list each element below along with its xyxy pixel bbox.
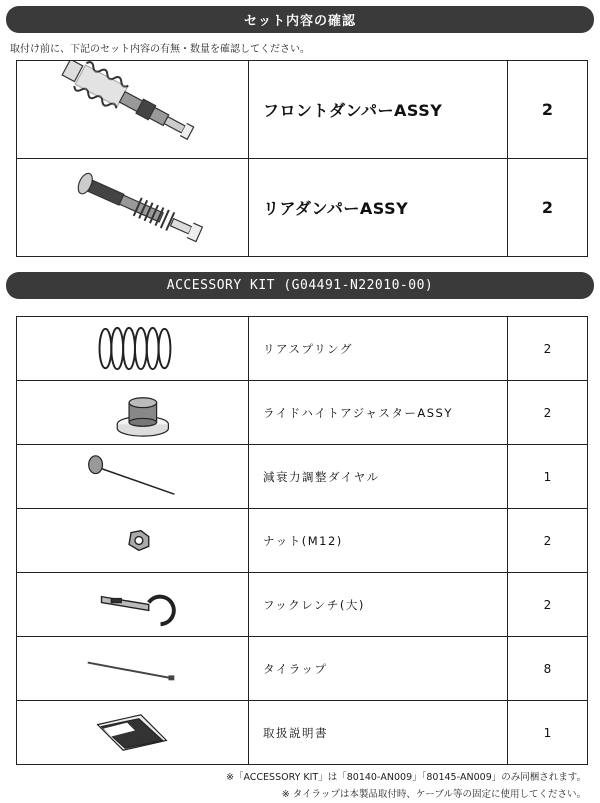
cable-tie-cell [17,637,249,701]
item-qty: 2 [508,317,588,381]
item-name: フロントダンパーASSY [249,61,508,159]
table-row [17,573,588,637]
hook-wrench-icon [17,573,248,636]
rear-spring-cell [17,317,249,381]
item-name: フックレンチ(大) [249,573,508,637]
set-contents-table [16,60,588,257]
item-name: リアダンパーASSY [249,159,508,257]
item-name: タイラップ [249,637,508,701]
ride-height-adjuster-cell [17,381,249,445]
nut-icon [17,509,248,572]
item-qty: 1 [508,445,588,509]
rear-damper-assy-icon [17,159,248,256]
item-name: 取扱説明書 [249,701,508,765]
accessory-kit-banner [6,272,594,299]
item-qty: 2 [508,509,588,573]
damping-dial-icon [17,445,248,508]
hook-wrench-cell [17,573,249,637]
set-contents-banner [6,6,594,33]
note-cable-tie: ※ タイラップは本製品取付時、ケーブル等の固定に使用してください。 [281,789,586,800]
item-qty: 2 [508,573,588,637]
item-name: 減衰力調整ダイヤル [249,445,508,509]
item-qty: 2 [508,159,588,257]
item-name: ナット(M12) [249,509,508,573]
item-qty: 2 [508,381,588,445]
cable-tie-icon [17,637,248,700]
rear-damper-cell [17,159,249,257]
front-damper-assy-icon [17,61,248,158]
damping-dial-cell [17,445,249,509]
nut-cell [17,509,249,573]
item-qty: 1 [508,701,588,765]
table-row [17,61,588,159]
item-qty: 8 [508,637,588,701]
table-row [17,637,588,701]
intro-text: 取付け前に、下記のセット内容の有無・数量を確認してください。 [10,44,310,55]
table-row [17,509,588,573]
manual-cell [17,701,249,765]
note-accessory-kit: ※「ACCESSORY KIT」は「80140-AN009」「80145-AN009」のみ同梱されます。 [225,772,586,783]
item-qty: 2 [508,61,588,159]
table-row [17,159,588,257]
manual-icon [17,701,248,764]
item-name: ライドハイトアジャスターASSY [249,381,508,445]
table-row [17,381,588,445]
table-row [17,317,588,381]
table-row [17,445,588,509]
set-contents-title: セット内容の確認 [243,14,356,29]
table-row [17,701,588,765]
front-damper-cell [17,61,249,159]
rear-spring-icon [17,317,248,380]
ride-height-adjuster-icon [17,381,248,444]
item-name: リアスプリング [249,317,508,381]
accessory-kit-title: ACCESSORY KIT (G04491-N22010-00) [166,278,434,293]
accessory-kit-table [16,316,588,765]
